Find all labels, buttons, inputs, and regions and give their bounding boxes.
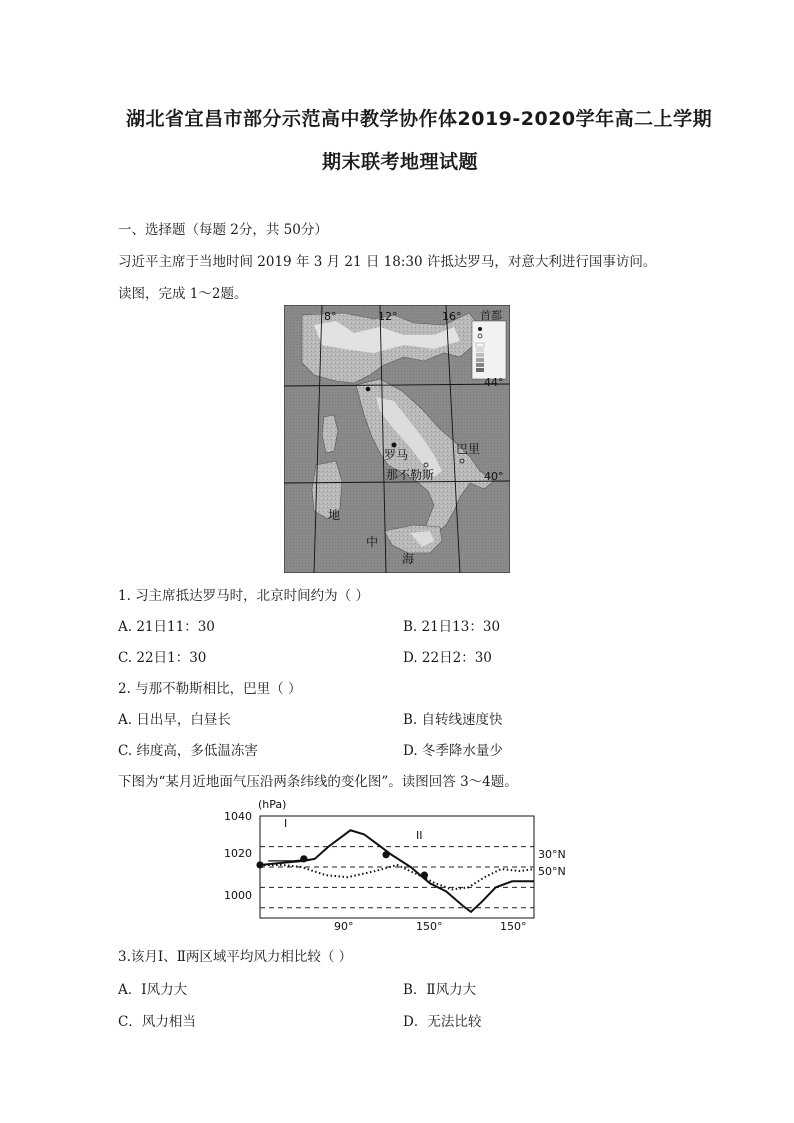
q2-option-a[interactable]: A. 日出早，白昼长: [118, 712, 231, 728]
intro-text-2: 读图，完成 1～2题。: [118, 286, 248, 302]
intro-text-1: 习近平主席于当地时间 2019 年 3 月 21 日 18:30 许抵达罗马，对意大利进行国事访问。: [118, 254, 657, 270]
q3-option-c[interactable]: C．风力相当: [118, 1014, 196, 1030]
series-line-0: [260, 865, 534, 889]
lon-label-8: 8°: [324, 310, 337, 323]
y-axis-title: (hPa): [258, 798, 287, 811]
markers: [256, 851, 428, 879]
q3-option-b[interactable]: B．Ⅱ风力大: [403, 982, 477, 998]
data-marker-2: [382, 851, 389, 858]
label-rome: 罗马: [384, 448, 409, 462]
label-sea-zhong: 中: [366, 535, 379, 549]
q2-stem: 2. 与那不勒斯相比，巴里（ ）: [118, 681, 302, 697]
reference-lines: [260, 847, 534, 908]
label-sea-hai: 海: [402, 552, 415, 566]
q3-option-a[interactable]: A．Ⅰ风力大: [118, 982, 188, 998]
italy-map-figure: [284, 305, 510, 573]
x-tick-150-b: 150°: [500, 920, 527, 933]
rome-capital-icon: [392, 443, 397, 448]
lon-label-16: 16°: [442, 310, 462, 323]
region-label-I: I: [284, 817, 288, 830]
y-tick-1040: 1040: [224, 810, 252, 823]
legend-title: 首都: [480, 309, 502, 322]
q1-option-d[interactable]: D. 22日2：30: [403, 650, 492, 666]
lat-label-40: 40°: [484, 470, 504, 483]
label-naples: 那不勒斯: [386, 468, 435, 482]
q3-stem: 3.该月Ⅰ、Ⅱ两区域平均风力相比较（ ）: [118, 949, 353, 965]
q2-option-b[interactable]: B. 自转线速度快: [403, 712, 503, 728]
q3-option-d[interactable]: D．无法比较: [403, 1014, 482, 1030]
q1-option-c[interactable]: C. 22日1：30: [118, 650, 207, 666]
series-line-1: [260, 830, 534, 912]
label-bari: 巴里: [456, 442, 481, 456]
x-tick-90: 90°: [334, 920, 354, 933]
city-dot-north: [366, 387, 371, 392]
region-label-II: II: [416, 829, 423, 842]
title-line-1: 湖北省宜昌市部分示范高中教学协作体2019-2020学年高二上学期: [126, 108, 713, 130]
q1-option-b[interactable]: B. 21日13：30: [403, 619, 501, 635]
lat-label-44: 44°: [484, 376, 504, 389]
q1-option-a[interactable]: A. 21日11：30: [118, 619, 215, 635]
label-sea-di: 地: [328, 508, 341, 522]
y-tick-1020: 1020: [224, 847, 252, 860]
data-marker-0: [256, 861, 263, 868]
section-heading: 一、选择题（每题 2分，共 50分）: [118, 222, 328, 238]
q2-option-d[interactable]: D. 冬季降水量少: [403, 743, 503, 759]
intro-text-3: 下图为“某月近地面气压沿两条纬线的变化图”。读图回答 3～4题。: [118, 774, 518, 790]
q1-stem: 1. 习主席抵达罗马时，北京时间约为（ ）: [118, 588, 369, 604]
y-tick-1000: 1000: [224, 889, 252, 902]
pressure-chart: [222, 798, 582, 938]
lon-label-12: 12°: [378, 310, 398, 323]
series-label-50N: 50°N: [538, 865, 566, 878]
q2-option-c[interactable]: C. 纬度高，多低温冻害: [118, 743, 258, 759]
data-marker-1: [300, 855, 307, 862]
x-tick-150-a: 150°: [416, 920, 443, 933]
series-lines: [260, 830, 534, 912]
data-marker-3: [421, 872, 428, 879]
series-label-30N: 30°N: [538, 848, 566, 861]
title-line-2: 期末联考地理试题: [322, 151, 479, 173]
